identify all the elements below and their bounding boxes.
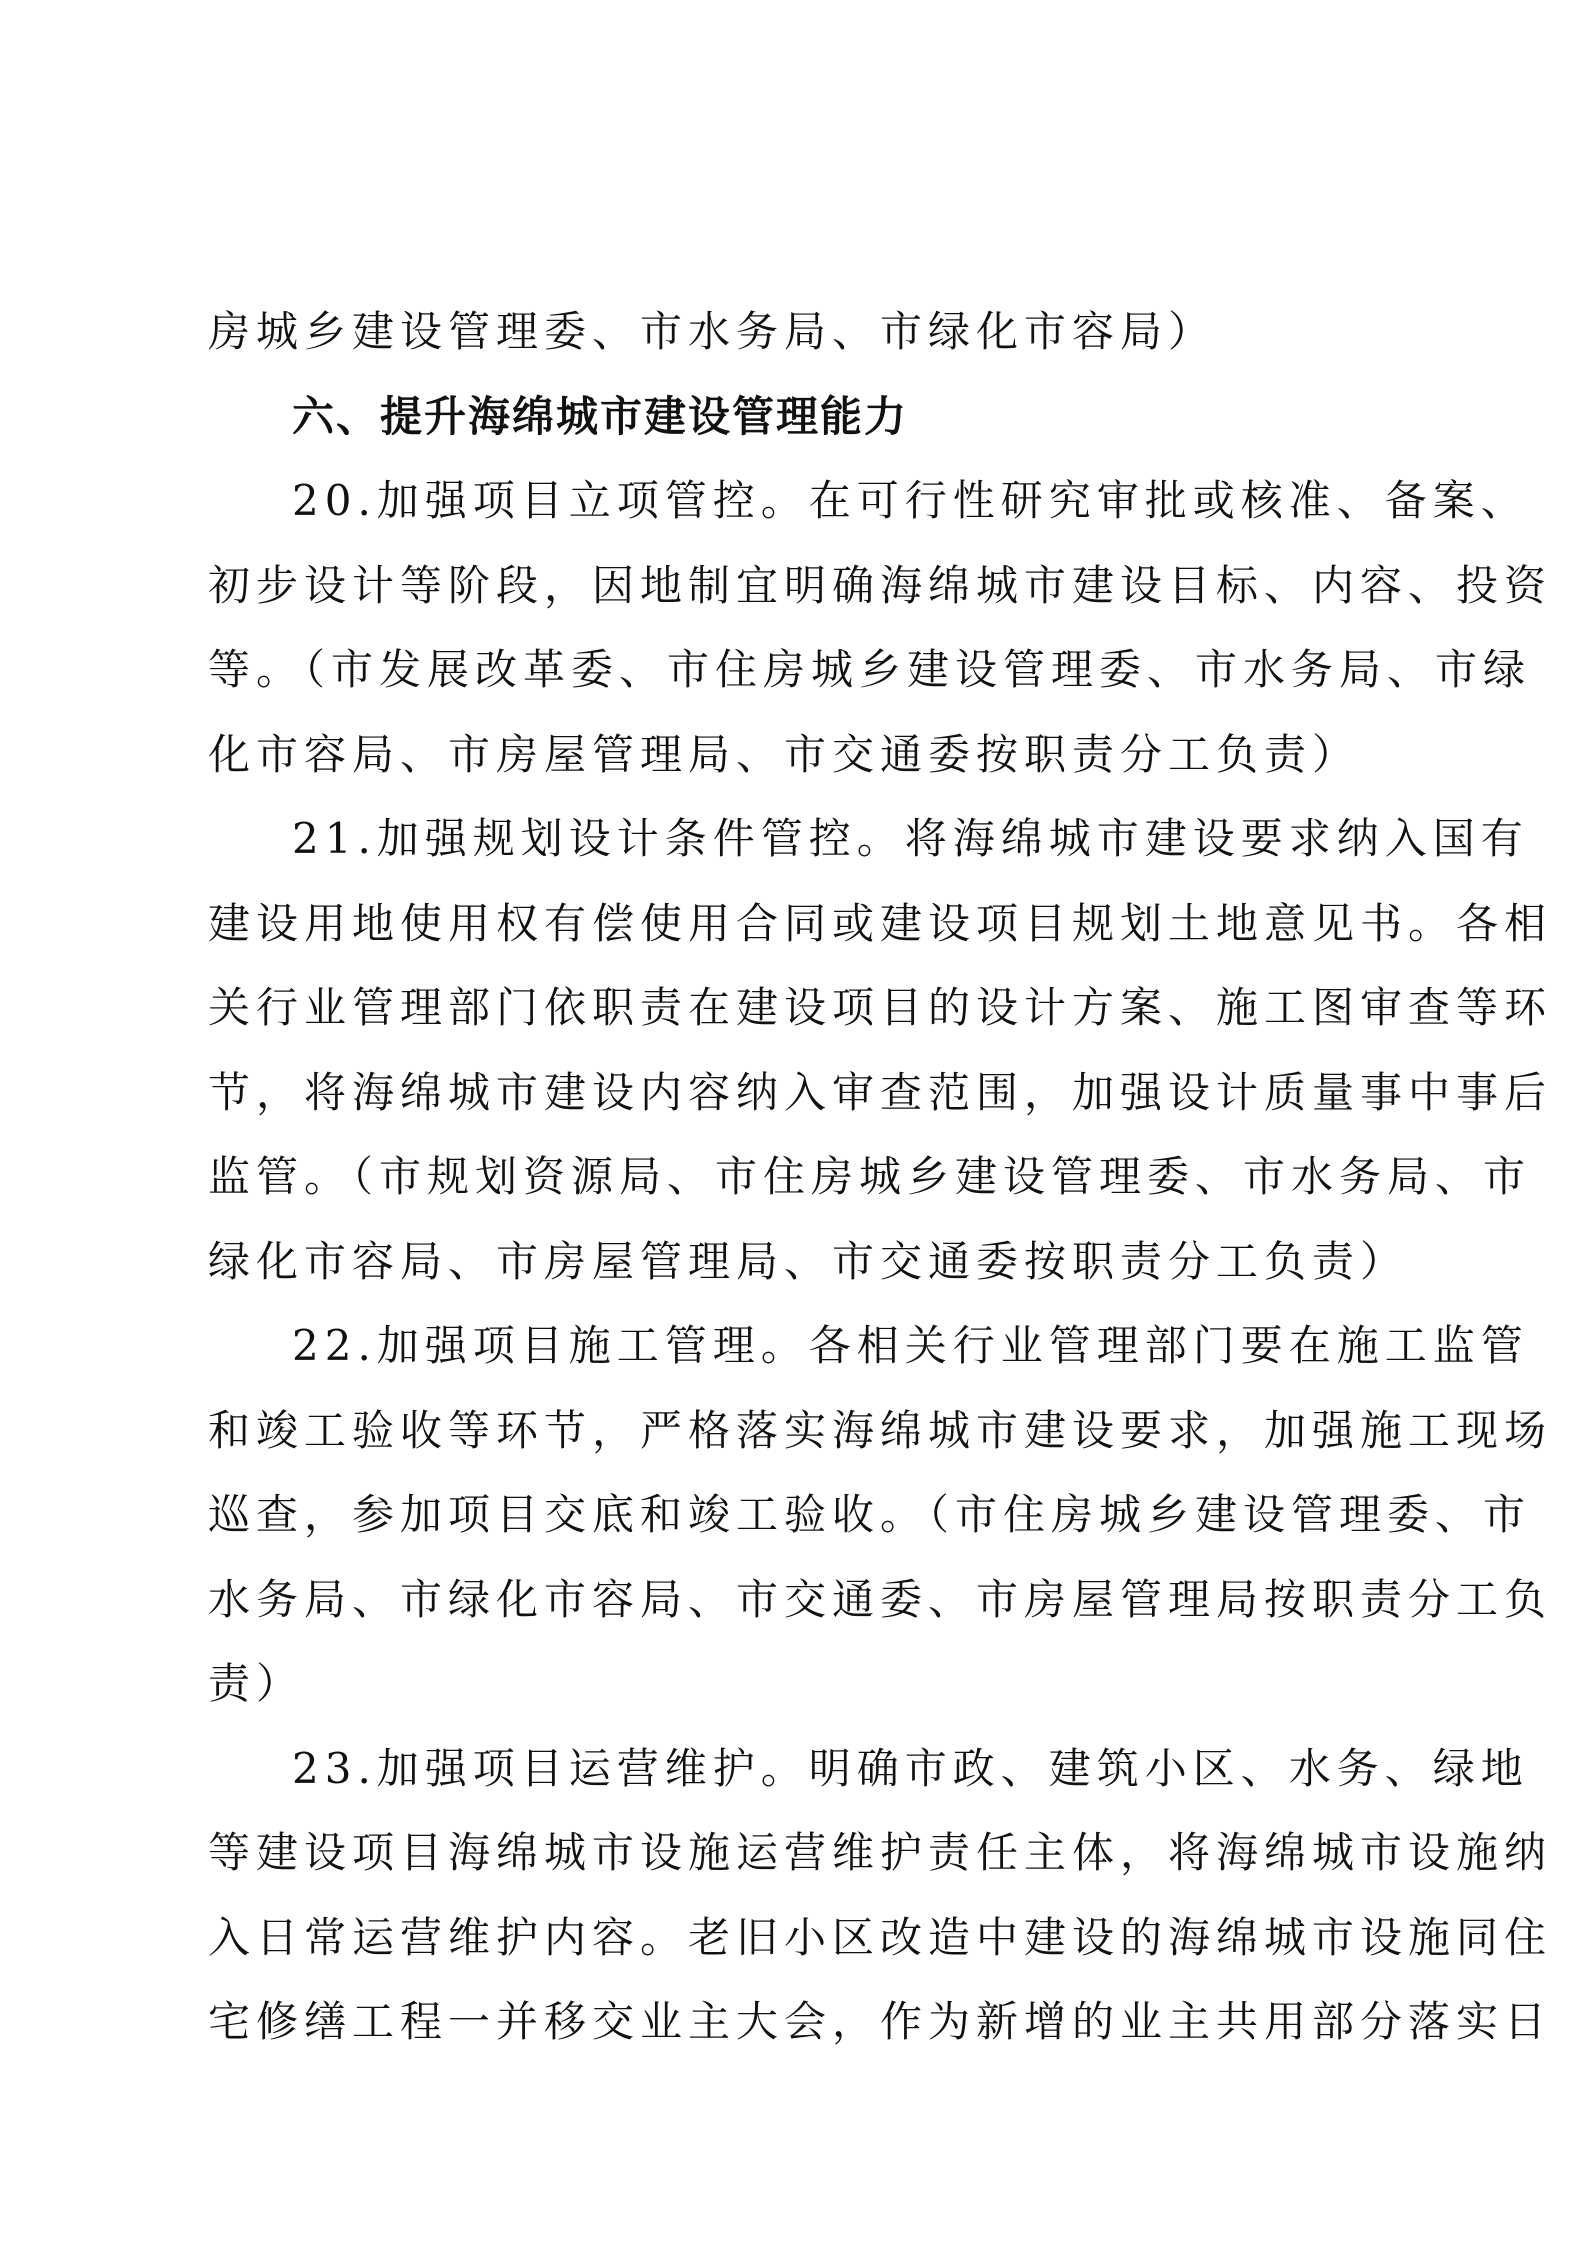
paragraph-21-line: 绿化市容局、市房屋管理局、市交通委按职责分工负责）	[208, 1236, 1409, 1286]
paragraph-23-line: 23.加强项目运营维护。明确市政、建筑小区、水务、绿地	[292, 1743, 1529, 1793]
paragraph-22-line: 巡查，参加项目交底和竣工验收。（市住房城乡建设管理委、市	[208, 1490, 1532, 1539]
paragraph-21-line: 21.加强规划设计条件管控。将海绵城市建设要求纳入国有	[292, 814, 1529, 863]
paragraph-20-line: 化市容局、市房屋管理局、市交通委按职责分工负责）	[208, 729, 1361, 779]
paragraph-20-line: 等。（市发展改革委、市住房城乡建设管理委、市水务局、市绿	[208, 645, 1532, 694]
section-heading: 六、提升海绵城市建设管理能力	[292, 391, 909, 441]
paragraph-20-line: 20.加强项目立项管控。在可行性研究审批或核准、备案、	[292, 476, 1529, 525]
paragraph-22-line: 22.加强项目施工管理。各相关行业管理部门要在施工监管	[292, 1321, 1529, 1370]
paragraph-22-line: 水务局、市绿化市容局、市交通委、市房屋管理局按职责分工负	[208, 1574, 1553, 1624]
paragraph-20-line: 初步设计等阶段，因地制宜明确海绵城市建设目标、内容、投资	[208, 560, 1553, 610]
paragraph-23-line: 宅修缮工程一并移交业主大会，作为新增的业主共用部分落实日	[208, 1997, 1553, 2046]
paragraph-22-line: 责）	[208, 1659, 305, 1708]
paragraph-22-line: 和竣工验收等环节，严格落实海绵城市建设要求，加强施工现场	[208, 1405, 1553, 1455]
document-body	[208, 290, 1553, 2065]
paragraph-21-line: 关行业管理部门依职责在建设项目的设计方案、施工图审查等环	[208, 983, 1553, 1032]
paragraph-23-line: 入日常运营维护内容。老旧小区改造中建设的海绵城市设施同住	[208, 1912, 1553, 1962]
paragraph-21-line: 节，将海绵城市建设内容纳入审查范围，加强设计质量事中事后	[208, 1067, 1553, 1117]
paragraph-21-line: 建设用地使用权有偿使用合同或建设项目规划土地意见书。各相	[208, 898, 1553, 948]
paragraph-23-line: 等建设项目海绵城市设施运营维护责任主体，将海绵城市设施纳	[208, 1828, 1553, 1877]
text-line: 房城乡建设管理委、市水务局、市绿化市容局）	[208, 307, 1217, 356]
paragraph-21-line: 监管。（市规划资源局、市住房城乡建设管理委、市水务局、市	[208, 1152, 1532, 1201]
